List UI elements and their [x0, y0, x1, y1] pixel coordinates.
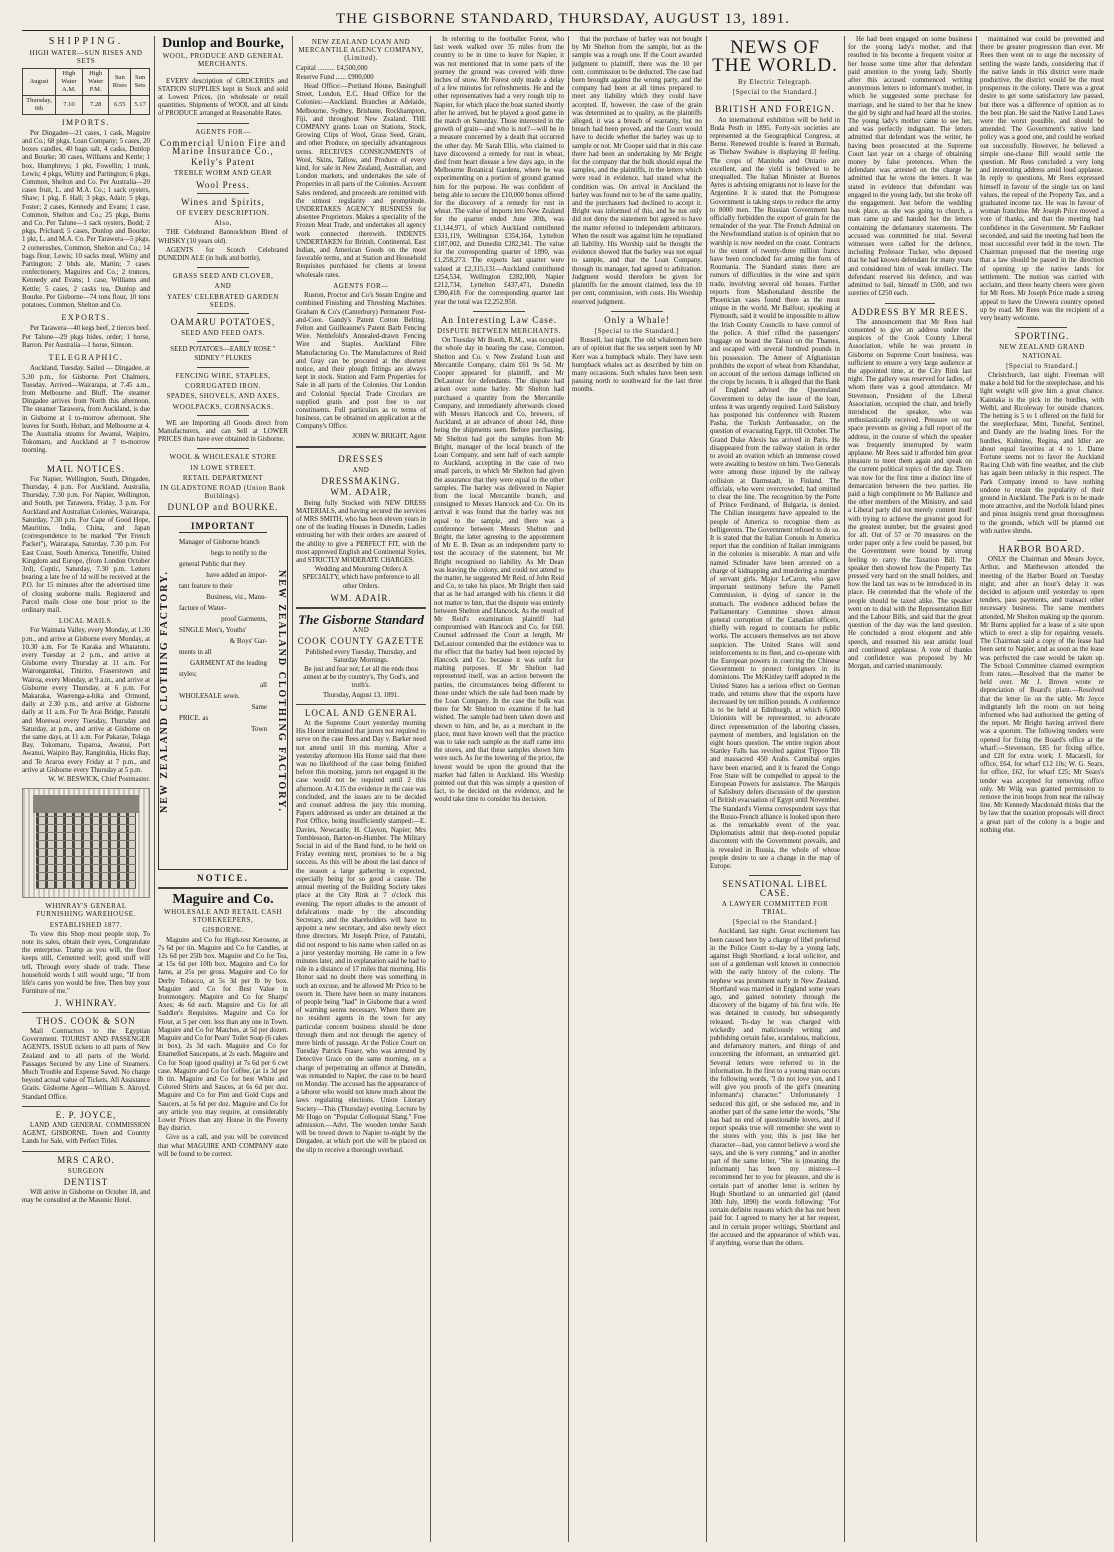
column-rule	[844, 36, 845, 1542]
divider	[749, 100, 801, 101]
tide-cell: 7.28	[82, 95, 109, 114]
divider	[1017, 327, 1067, 328]
divider	[473, 311, 525, 312]
column-sporting-harbor	[980, 36, 1104, 1542]
local-news-text: In referring to the footballer Forest, who last week walked over 35 miles from the country to be in time to leave for Napier, it was not mentioned that in some parts of the journey the ground was covered with three inches of snow. Mr Forest only made a delay of a few minutes for refreshments. He and the other representatives had a very rough trip to Napier, for which place the boat started shortly after he arrived, but he played a good game in the match on Saturday. Those interested in the growth of grain—and who is not?—will be in a measure concerned by a death that occurred the other day. Mr Sarah Ellis, who claimed to have discovered a remedy for rust in wheat, died from heart disease a few days ago, in the Melbourne Botanical Gardens, where he was experimenting on a portion of ground granted him for the purpose. He was confident of being able to secure the £10,000 bonus offered for the discovery of a remedy for rust in wheat. The value of imports into New Zealand for the quarter ended June 30th, was £1,144,971, of which Auckland contributed £331,119, Wellington £354,164, Lyttelton £187,002, and Dunedin £282,341. The value for the corresponding quarter of 1890, was £1,258,273. The exports last quarter were valued at £2,315,131—Auckland contributed £254,534, Wellington £282,000, Napier £212,734, Lyttelton £437,471, Dunedin £390,418. For the corresponding quarter last year the total was £2,252,958.	[434, 36, 564, 306]
mail-heading: MAIL NOTICES.	[46, 463, 126, 474]
divider	[197, 415, 249, 416]
factory-line: all	[260, 680, 267, 689]
caro-text: Will arrive in Gisborne on October 18, and may be consulted at the Masonic Hotel.	[22, 1189, 150, 1205]
columns	[22, 36, 1104, 1542]
factory-line: ments in all	[179, 647, 212, 656]
dunlop-signoff: DUNLOP and BOURKE.	[167, 502, 279, 513]
adair-text: Being fully Stocked with NEW DRESS MATERIALS, and having secured the services of MRS SMITH, who has been eleven years in one of the leading Houses in Dunedin, Ladies entrusting her with their orders are assured of the ability to give a PERFECT FIT, with the most approved English and Continental Styles, and STRICTLY MODERATE CHARGES.	[296, 499, 426, 564]
factory-body	[179, 521, 267, 865]
divider	[197, 341, 249, 342]
agents-for-heading: AGENTS FOR—	[333, 281, 389, 290]
libel-heading: SENSATIONAL LIBEL CASE.	[722, 879, 828, 898]
paper-publication: Published every Tuesday, Thursday, and Saturday Mornings.	[305, 648, 417, 664]
warehouse-engraving	[22, 788, 150, 898]
whinray-verse: To view this Shop most people stop, To note its sales, obtain their eyes, Congratulate the enterprise. Tramp as you will, the floor keeps still, Cemented well; good stuff will tell, Through every shade of trade. These household words I still would urge, "If from life's cares you would be free, Then buy your Furniture of me."	[22, 930, 150, 996]
notice-heading: NOTICE.	[197, 872, 249, 883]
shipping-heading: SHIPPING.	[48, 36, 124, 47]
local-mails-text: For Waimata Valley, every Monday, at 1.30 p.m., and arrive at Gisborne every Monday, at 10.30 a.m. For Te Karaka and Whatatutu, every Tuesday at 2 p.m., and arrive at Gisborne every Thursday at 11 a.m. For Wairongamkai, Tinirito, Fraserstown and Wairoa, every Monday, at 9 a.m., and arrive at Gisborne every Thursday, at 6 p.m. For Makaraka, Waerenga-a-hika and Ormond, daily at 2.30 p.m., and arrive at Gisborne daily at 11 a.m. For Te Arai Bridge, Patutahi and Morewai every Tuesday, Thursday and Saturday, at p.m., and arrive at Gisborne on the same days, at 11 a.m. For Pakarae, Tolaga Bay, Tokomaru, Tuparoa, Awanui, Port Awanui, Waipiro Bay, Rangitukia, Hicks Bay, and Te Araroa every Friday at 7 p.m., and arrive at Gisborne every Thursday at 5 p.m.	[22, 627, 150, 774]
whinray-name: J. WHINRAY.	[54, 998, 118, 1009]
tide-header-cell: Sun Sets	[131, 68, 150, 95]
factory-line: tant feature to their	[179, 581, 233, 590]
divider	[197, 367, 249, 368]
joyce-heading: E. P. JOYCE,	[55, 1109, 117, 1120]
mail-signoff: W. W. BESWICK, Chief Postmaster.	[48, 776, 150, 784]
importing-text: WE are Importing all Goods direct from Manufacturers, and can Sell at LOWER PRICES than have ever obtained in Gisborne.	[158, 419, 288, 444]
cook-heading: THOS. COOK & SON	[36, 1015, 136, 1026]
and-label: AND	[214, 282, 232, 291]
loan-heading: NEW ZEALAND LOAN AND MERCANTILE AGENCY COMPANY, (Limited).	[298, 38, 424, 63]
whinray-heading: WHINRAY'S GENERAL FURNISHING WAREHOUSE.	[36, 902, 136, 919]
news-byline: By Electric Telegraph.	[738, 78, 812, 86]
paper-subtitle: COOK COUNTY GAZETTE	[297, 636, 425, 647]
paper-motto: Be just and fear not; Let all the ends thou aimest at be thy country's, Thy God's, and truth's.	[303, 666, 419, 690]
maguire-heading: Maguire and Co.	[172, 891, 274, 907]
adair-signoff: WM. ADAIR.	[330, 592, 392, 603]
dunlop-heading: Dunlop and Bourke,	[162, 36, 284, 51]
maguire-place: GISBORNE.	[202, 926, 244, 935]
factory-line: WHOLESALE sewn.	[179, 691, 240, 700]
rees-text: The announcement that Mr Rees had consented to give an address under the auspices of the Cook County Liberal Association, while he was present in Gisborne on Supreme Court business, was sufficient to ensure a very large audience at the appointed time, at the City Rink last night. The gallery was reserved for ladies, of whom there was a good attendance. Mr Stevenson, President of the Liberal Association, occupied the chair, and briefly introduced the speaker, who was enthusiastically received. Pressure on our space prevents us giving a full report of the address, in the course of which the speaker was frequently interrupted by warm applause. Mr Rees said it afforded him great pleasure to meet them again and speak on the current political topics of the day. There was now for the first time a distinct line of demarcation between the two parties. He paid a high compliment to Mr Ballance and the other members of the Ministry, and said a Liberal party did not merely content itself with trying to achieve the greatest good for the greatest number, but the greatest good for all. Out of 57 or 70 measures on the order paper only a few could be passed, but the Government were bound by strong feeling to carry the Taxation Bill. The speaker then showed how the Property Tax pressed very hard on the small holders, and how the land tax was to be introduced in its place. He contended that the whole of the people should be taxed alike. The speaker went on to deal with the Representation Bill and the Labour Bills, and said that the great question of the day was the land question. He concluded a most eloquent and able speech, and resumed his seat amidst loud and continued applause. A vote of thanks and confidence was proposed by Mr Morgan, and carried unanimously.	[848, 318, 972, 671]
law-case-continued: that the purchase of barley was not bought by Mr Shelton from the sample, but as the sample was a rough one. If the Court awarded judgment to plaintiff, there was the 10 per cent. commission to be deducted. The case had been brought against the wrong party, and the company had been at all times prepared to meet any liability which they could have accepted. If, however, the case of the grain was determined as to quality, as the plaintiffs alleged, it was a breach of warranty, but no breach had been proved, and the Court would have to decide whether the barley was up to sample or not. Mr Cooper said that in this case there had been an undertaking by Mr Bright for the company that the bulk should equal the samples, and the plaintiffs, in the letters which were read in evidence, had stated what the condition was. On arrival in Auckland the barley was found not to be of the same quality, and the purchasers had declined to accept it. Bright was informed of this, and he not only did not deny the statement but agreed to have the matter referred to independent arbitrators. When the result was against him he repudiated all liability. His Worship said he thought the evidence showed that the barley was not equal to sample, and that the Loan Company, through its manager, had agreed to arbitration. Judgment would therefore be given for plaintiffs for the amount claimed, less the 10 per cent, commission, with costs. His Worship reserved judgment.	[572, 36, 702, 306]
factory-line: proof Garments,	[221, 614, 267, 623]
divider	[296, 607, 426, 611]
divider	[296, 446, 426, 450]
british-foreign-heading: BRITISH AND FOREIGN.	[715, 104, 835, 115]
seed-feed-oats: SEED AND FEED OATS.	[181, 329, 265, 338]
sporting-text: Christchurch, last night. Freeman will make a bold bid for the steeplechase, and his light weight will give him a great chance. Kaintaka is the pick in the hurdles, with Welbl, and Ricoleway for outside chances. The betting is 5 to 1 offered on the field for the steeplechase, Mint, Tuneful, Sentinel, and Dandy are the leading lines. For the hurdles, Kulmine, Regina, and Idler are about equal favorites at 4 to 1. Dame Fortune seems not to favor the Auckland Racing Club with fine weather, and the club has again been unlucky in this respect. The Park Company intend to have nothing undone to retain the popularity of their ground in Auckland. The Park is to be made more attractive, and the Norfolk Island pines and pinus insignis trend great thoroughness to the grounds, which will be planted out with native shrubs.	[980, 371, 1104, 535]
law-case-text: On Tuesday Mr Booth, R.M., was occupied the whole day in hearing the case, Common, Shelton and Co. v. New Zealand Loan and Mercantile Company, claim £61 9s 5d. Mr Cooper appeared for plaintiff, and Mr DeLautour for defendants. The dispute had arisen over some barley. Mr Shelton had purchased a quantity from the Mercantile Company, and immediately afterwards closed with Messrs Hancock and Co, brewers, of Auckland, at an advance of about 14d, three being the shipments seen. Before purchasing, Mr Shelton had got the samples from Mr Bright, manager of the local branch of the Loan Company, and sent half of each sample to Auckland, accepting in the case of two small parcels, in which Mr Shelton had given the assurance that they were equal to the other samples. The barley was delivered in Napier from the local Mercantile branch, and consigned to Messrs Hancock and Co. On its arrival it was found that the barley was not equal to the sample, and there was a conference between Messrs Shelton and Bright, the latter agreeing to the appointment of Mr E. B. Dean as an independent party to test the accuracy of the statement, but Mr Bright recognised no liability. As Mr Dean was leaving the colony, and could not attend to the matter, he suggested Mr Reid, of John Reid and Co, to take his place. Mr Bright then said that as he had arranged with his clients it did not matter to him, that the dispute was entirely between Shelton and Hancock. As the result of Mr Reid's examination plaintiff had compromised with Hancock and Co. for £60. Counsel addressed the Court at length, Mr DeLautour contended that the evidence was to the effect that the barley had been rejected by Hancock and Co. because it was unfit for malting purposes. If Mr Shelton had represented itself, was an action between the parties, the circumstances being different to those under which the sale had been made by the Loan Company. In the case the bulk was there for Mr Shelton to examine if he had wished. The sample had been taken down and shown to him, and he, as a merchant in the place, must have known well that the practice was to take each sample as the staff came into the stores, and that these samples shown him were such. As for the lowering of the price, the lowest would be upon the ground that the market had fallen in Auckland. His Worship pointed out that this was simply a question of fact, to be decided on the evidence, and he would take time to consider his decision.	[434, 337, 564, 804]
seed-potatoes: SEED POTATOES—EARLY ROSE " SIDNEY " FLUKES	[170, 346, 276, 362]
tide-heading: HIGH WATER—SUN RISES AND SETS	[29, 49, 143, 66]
factory-line: Business, viz., Manu-	[206, 592, 267, 601]
tide-header-cell: Sun Rises	[109, 68, 131, 95]
loan-signoff: JOHN W. BRIGHT, Agent	[352, 432, 426, 440]
law-case-heading: An Interesting Law Case.	[441, 314, 557, 325]
agents-for-heading: AGENTS FOR—	[195, 127, 251, 136]
treble-worm: TREBLE WORM AND GEAR	[174, 169, 272, 178]
commercial-union: Commercial Union Fire and Marine Insurance Co.,	[159, 137, 287, 157]
exports-heading: EXPORTS.	[61, 313, 111, 323]
yates-seeds: YATES' CELEBRATED GARDEN SEEDS.	[167, 292, 279, 309]
kellys-patent: Kelly's Patent	[191, 157, 255, 168]
rees-continued: maintained war could be prevented and there be greater progression than ever. Mr Rees then went on to urge the necessity of settling the waste lands, considering that if the native lands in this district were made productive, the district would be the most prosperous in the colony. There was a great desire to get some satisfactory law passed, but there was a difference of opinion as to the best plan. He said the Native Land Laws were the worst possible, and should be amended. The Government's native land policy was a good one, and could be worked out successfully. However, he believed a simple one-clause Bill would settle the question. Mr Rees concluded a very long and interesting address amid loud applause. In reply to questions, Mr Rees expressed himself in favour of the single tax on land values, the repeal of the Property Tax, and a graduated income tax. He was in favour of woman franchise. Mr Joseph Price moved a vote of thanks, and that the meeting had confidence in the Government. Mr Faulkner seconded, and said the meeting had been the most successful ever held in the town. The Chairman proposed that the meeting urge that a law should be passed in the direction of opening up the native lands for settlement. The motion was carried with acclaim, and three hearty cheers were given for Mr Rees. Mr Joseph Price made a strong appeal to have the Urewera country opened up by road. Mr Rees was the recipient of a very hearty welcome.	[980, 36, 1104, 322]
engraving-facade	[36, 813, 137, 889]
woolpacks: WOOLPACKS, CORNSACKS.	[172, 402, 274, 411]
divider	[197, 313, 249, 314]
factory-line: facture of Water-	[179, 603, 227, 612]
newspaper-page	[22, 8, 1104, 1542]
adair-mourning: Wedding and Mourning Orders A SPECIALTY, which have preference to all other Orders.	[302, 566, 420, 590]
cook-text: Mail Contractors to the Egyptian Government. TOURIST AND PASSENGER AGENTS, ISSUE tickets to all parts of New Zealand and to all parts of the World. Passages Secured by any Line of Steamers. Much Trouble and Expense Saved. No charge beyond actual value of Tickets. All Assistance Gratis. Gisborne Agent—William S. Akroyd, Standard Office.	[22, 1027, 150, 1101]
loan-reserve: Reserve Fund ...... £900,000	[296, 73, 374, 81]
divider	[22, 1151, 150, 1152]
agents-text: Ruston, Proctor and Co's Steam Engine and combined Finishing and Threshing Machines. Graham & Co's (Canterbury) Permanent Post-and-Core. Gandy's Patent Cotton Belting. Felton and Guilleaume's Patent Barb Fencing Wire. Nettlefold's Annealed-drawn Fencing Wire and Staples. Auckland Fibre Manufacturing Co. The Manufactures of Reid and Gray can be procured at the shortest notice, and their plough fittings are always kept in stock. Station and Farm Properties for Sale in all parts of the Colonies. Our London and Colonial Special Trade Circulars are supplied gratis and post free to our constituents. Full particulars as to terms of business, can be obtained on application at the Company's Office.	[296, 292, 426, 431]
telegraphic-heading: TELEGRAPHIC.	[48, 353, 124, 363]
column-local-news	[434, 36, 564, 1542]
column-rule	[706, 36, 707, 1542]
and-label: AND	[352, 465, 370, 474]
also-label: Also,	[214, 219, 232, 228]
divider	[22, 1012, 150, 1013]
agents-eden-text: AGENTS for Scotch Celebrated DUNEDIN ALE (in bulk and bottle),	[158, 246, 288, 263]
caro-heading: MRS CARO.	[57, 1154, 115, 1165]
factory-line: Same	[251, 702, 267, 711]
local-mails-heading: LOCAL MAILS.	[58, 617, 114, 626]
whale-special: [Special to the Standard.]	[594, 326, 680, 335]
factory-line: Town	[251, 724, 267, 733]
fencing-wire: FENCING WIRE, STAPLES,	[175, 371, 271, 380]
wines-heading: Wines and Spirits,	[181, 196, 265, 207]
column-rule	[976, 36, 977, 1542]
lowe-street: IN LOWE STREET.	[190, 463, 256, 472]
tide-cell: 6.55	[109, 95, 131, 114]
sporting-special: [Special to Standard.]	[1006, 361, 1078, 370]
factory-line: GARMENT AT the leading	[190, 658, 267, 667]
libel-subheading: A LAWYER COMMITTED FOR TRIAL.	[721, 899, 829, 916]
wool-press: Wool Press.	[196, 179, 250, 190]
column-advertisements	[158, 36, 288, 1542]
british-foreign-text: An international exhibition will be held in Buda Pesth in 1895. Forty-six societies are represented at the Geographical Congress, at Berne. Renewed trouble is feared in Burmah, as Thebaw Swabaw is displaying ill feeling. The crops of Manitoba and Ontario are excellent, and the yield is believed to be unequalled. The Italian Minister at Buenos Ayres is advising emigrants not to leave for the Argentine. It is stated that the Portuguese Government is taking steps to reduce the army to 8000 men. The Russian Government has officially forbidden the export of grain for the remainder of the year. The French Admiral on the Newfoundland station is of opinion that no warship is now needed on the coast. Contracts to the extent of twenty-three million francs have been concluded for arming the forts of Roumania. The Standard states there are rumors of difficulties in the wine and spirit trade, involving several old houses. Further reports from Mashonaland describe the Phoenician vases found there as the most unique in the world. Mr Balfour, speaking at Plymouth, said it would be impossible to allow the Irish County Councils to have control of the police. A thief rifled the passengers' luggage on board the Taiuui on the Thames, and escaped with several hundred pounds in his possession. The Ameer of Afghanistan prohibits the export of wheat from Khandahar, on account of the serious damage inflicted on the crops by locusts. It is alleged that the Bank of England advised the Queensland Government to delay the issue of the loan, unless it was urgently required. Lord Salisbury has postponed his conference with Rustem Pasha, the Turkish Ambassador, on the question of evacuating Egypt, till October. The Grand Duke Alexis has arrived in Paris. He disappeared from the railway station in order to avoid an ovation which an immense crowd were awaiting to bestow on him. Two Generals were among those injured by the railway collision at Darmstadt, in Finland. The officials, who were overcrowded, had omitted to clear the line. The recognition by the Porte of Prince Ferdinand, of Bulgaria, is denied. The Chilian insurgents have appealed to the people of America to recognise them as belligerents. The Government refused to do so. It is stated that the Italian Consuls in America report that the condition of Italian immigrants in the colonies is miserable. A man and wife named Schnader have been arrested on a charge of kidnapping and murdering a number of servant girls. Major LeCaron, who gave important testimony before the Parnell Commission, is dying of cancer in the stomach. The evidence adduced before the Parliamentary Committee shows almost general corruption of the Canadian officers, chiefly with regard to contracts for public works. The accusers themselves are not above suspicion. The United States will send reinforcements to its fleet, and co-operate with the European powers in coercing the Chinese Government to protect foreigners in its dominions. The McKinley tariff adopted in the United States has a serious effect on German trade, and returns show that the exports have decreased by ten million pounds. A conference is to be held at Edinburgh, at which 6,000 Unionists will be represented, to advocate direct representation of the laboring classes, payment of members, and legislation on the eight hours question. The entire region about Stanley Falls has revolted against Tippoo Tib and massacred 450 Arabs. Cannibal orgies have been enacted, and it is feared the Congo Free State will be compelled to appeal to the European Powers for assistance. The Marquis of Salisbury defers discussion of the question of British evacuation of Egypt until November. The Standard's Vienna correspondent says that the Russo-French alliance is looked upon there as the remarkable event of the year. Diplomatists admit that deep-rooted popular discontent with the Government prevails, and is revealed in Russia, the whole of whose people desire to see a change in the map of Europe.	[710, 116, 840, 871]
divider	[197, 193, 249, 194]
tide-header-cell: High Water A.M.	[55, 68, 82, 95]
engraving-roof	[33, 795, 139, 813]
grass-seed: GRASS SEED AND CLOVER,	[172, 272, 274, 281]
tide-header-row	[23, 68, 150, 95]
joyce-text: LAND AND GENERAL COMMISSION AGENT, GISBORNE. Town and Country Lands for Sale, with Perfect Titles.	[22, 1121, 150, 1146]
divider	[296, 704, 426, 705]
maguire-text: Maguire and Co for High-test Kerosene, at 7s 6d per tin. Maguire and Co for Candles, at 12s 6d per 25lb box. Maguire and Co for Tea, at 15s 6d per 10lb box. Maguire and Co for Jams, at 25s per gross. Maguire and Co for Derby Tobacco, at 5s 3d per lb by box. Maguire and Co for Best Value in Ironmongery. Maguire and Co for Sharps' Axes; 4s 6d each. Maguire and Co for all Saddler's Requisites. Maguire and Co for Flour, at 5 per cent. less than any one in Town. Maguire and Co for Matches, at 5d per dozen. Maguire and Co for Pears' Toilet Soap (6 cakes in box), 2s 3d each. Maguire and Co for Enamelled Saucepans, at 2s each. Maguire and Co for Soap (good quality) at 7s 6d per 6 cwt case. Maguire and Co for Coffee, (at 1s 3d per lb tin. Maguire and Co for best White and Colored Shirts and Sauces, at 6s 6d per doz. Maguire and Co for Pint and Gold Cups and Saucers, at 5s 6d per doz. Maguire and Co for any article you may require, at considerably Lower Prices than any House in the Poverty Bay district.	[158, 936, 288, 1133]
tide-header-cell: August	[23, 68, 56, 95]
factory-left-banner: NEW ZEALAND CLOTHING FACTORY.	[159, 570, 170, 813]
corrugated-iron: CORRUGATED IRON.	[185, 382, 261, 391]
column-rule	[568, 36, 569, 1542]
maguire-subheading: WHOLESALE AND RETAIL CASH STOREKEEPERS,	[163, 907, 283, 925]
imports-text: Per Dingadee—21 cases, 1 cask, Maguire and Co.; 68 pkgs, Loan Company; 5 cases, 20 boxes candles, 40 bags salt, 4 casks, Dunlop and Bourke; 30 cases, Williams and Kettle; 1 box, Humphreys; 1 pkt, Fowellin; 1 trunk, Lewis; 4 pkgs, Whitty and Partington; 6 pkgs, Common, Shelton and Co. Per Australia—20 cases fruit, L. and M.A. Co.; 1 sack oysters, Shaw; 1 pkg, F. Hall; 3 pkgs, Adair; 5 pkgs, Foster; 2 cases, Kennedy and Evans; 1 case, Common, Shelton and Co.; 25 pkgs, Burns and Co. Per Talune—1 sack oysters, Bodd; 2 pkgs, Prichard; 5 cases, Dunlop and Bourke; 1 pkt, L. and M.A. Co. Per Tarawera—5 pkgs, 2 cornerushes, Common, Shelton and Co.; 14 bags flour, Lewis; 10 sacks meal, Whitty and Partington; 2 bhds ale, Martin; 7 cases confectionery, Maguires and Co.; 2 trunces, Kennedy and Evans; 1 case, Williams and Kettle; 5 cases, 2 casks tea, Dunlop and Bourke. Per Gisborne—74 tons flour, 10 tons potatoes, Common, Shelton and Co.	[22, 129, 150, 310]
dresses-heading: DRESSES	[338, 453, 384, 464]
factory-lines	[179, 537, 267, 735]
factory-line: & Boys' Gar-	[229, 636, 267, 645]
column-news-world	[710, 36, 840, 1542]
tide-row	[23, 95, 150, 114]
sporting-heading: SPORTING.	[1014, 331, 1070, 342]
factory-line: begs to notify to the	[211, 548, 267, 557]
libel-continued: He had been engaged on some business for the young lady's mother, and that resulted in his become a frequent visitor at her house some time after that defendant paid attention to the young lady. Shortly after this accused commenced writing anonymous letters to informant's mother, in which he suggested some purchase for marriage, and he stated to her that he knew the girl by sight and had heard all the stories. The young lady's mother came to see her, and was perfectly indignant. The letters admitted that defendant was the writer, he having been prosecuted at the Supreme Court last year on a charge of obtaining money by false pretences. When the defendant was arrested on the charge he admitted that he wrote the letters. It was stated in evidence that defendant was engaged to the young lady, but she broke off the engagement. Just before the wedding took place, as she was going to church, a man came up and handed her the letters containing the defamatory statements. The accused was committed for trial. Several witnesses were called for the defence, including Professor Tucker, who deposed that he had known defendant for many years and considered him of weak intellect. The defendant reserved his defence, and was admitted to bail, himself in £500, and two sureties of £250 each.	[848, 36, 972, 298]
exports-text: Per Tarawera—40 kegs beef, 2 tierces beef. Per Talune—29 pkgs hides, order; 1 horse, Barron. Per Australia—1 horse, Simson.	[22, 325, 150, 349]
column-libel-rees	[848, 36, 972, 1542]
libel-special: [Special to the Standard.]	[732, 918, 818, 927]
spades-shovels: SPADES, SHOVELS, AND AXES,	[166, 392, 280, 401]
column-rule	[430, 36, 431, 1542]
factory-right-banner: NEW ZEALAND CLOTHING FACTORY.	[276, 570, 287, 813]
dunlop-subheading: WOOL, PRODUCE AND GENERAL MERCHANTS.	[162, 52, 284, 69]
divider	[1017, 540, 1067, 541]
factory-line: SINGLE Men's, Youths'	[179, 625, 247, 634]
column-rule	[292, 36, 293, 1542]
whale-text: Russell, last night. The old whalermen here are of opinion that the sea serpent seen by Mr Kerr was a humpback whale. They have seen humpback whales act as described by him on many occasions. Such whales have been seen passing north to southward for the last three months.	[572, 337, 702, 394]
divider	[22, 1106, 150, 1107]
divider	[749, 875, 801, 876]
paper-date: Thursday, August 13, 1891.	[322, 691, 400, 699]
caro-surgeon: SURGEON	[67, 1166, 105, 1175]
rees-heading: ADDRESS BY MR REES.	[851, 306, 969, 317]
whinray-established: ESTABLISHED 1877.	[49, 920, 123, 929]
news-special: [Special to the Standard.]	[732, 88, 818, 97]
loan-text: Head Office:—Portland House, Basinghall Street, London, E.C. Head Office for the Colonies:—Auckland. Branches at Adelaide, Melbourne, Sydney, Brisbane, Rockhampton, Fiji, and throughout New Zealand. THE COMPANY grants Loan on Stations, Stock, Growing Clips of Wool, Grass Seed, Grain, and other Produce, on specially advantageous terms. RECEIVES CONSIGNMENTS of Wool, Skins, Tallow, and Produce of every kind, for sale in New Zealand, Australian, and London markets, and undertakes the sale of Properties in all parts of the Colonies. Account Sales rendered, and proceeds are remitted with the utmost regularity and promptitude. UNDERTAKES AGENCY BUSINESS for absentee Proprietors. Makes a speciality of the Frozen Meat Trade, and undertakes all agency work connected therewith. INDENTS UNDERTAKEN for British, Continental, East Indian, and American Goods on the most favorable terms, and at Station and Household Requisites purchased for clients at lowest wholesale rates.	[296, 83, 426, 279]
tide-table	[22, 68, 150, 115]
dressmaking-heading: DRESSMAKING.	[321, 476, 401, 487]
local-general-heading: LOCAL AND GENERAL	[304, 707, 418, 718]
news-world-heading: NEWS OF THE WORLD.	[712, 37, 838, 76]
gladstone-road: IN GLADSTONE ROAD (Union Bank Buildings).	[160, 483, 286, 501]
column-shipping	[22, 36, 150, 1542]
retail-department: RETAIL DEPARTMENT	[182, 473, 264, 482]
divider	[611, 311, 663, 312]
harbor-heading: HARBOR BOARD.	[998, 543, 1086, 554]
clothing-factory-ad	[158, 516, 288, 870]
divider	[197, 448, 249, 449]
factory-line: PRICE. as	[179, 713, 209, 722]
mail-text: For Napier, Wellington, South, Dingadee, Thursday, 4 p.m. For Auckland, Australia, Thursday, 7.30 p.m. For Napier, Wellington, and South, per Tarawera, Friday, 3 p.m. For Auckland and Australian Colonies, Wairarapa, Saturday, 7.30 p.m. For Cape of Good Hope, Mauritius, India, China, and Japan (correspondence to be marked "Per French Packet"), Wairarapa, Saturday, 7.30 p.m. For East Coast, South America, Teneriffe, United Kingdom and Europe, (from London October 3rd), Coptic, Saturday, 7.30 p.m. Letters bearing a late fee of 1d will be received at the P.O. for 15 minutes after the advertised time of closing seaborne mails. Registered and Parcel mails close one hour prior to the ordinary mail.	[22, 475, 150, 614]
dunlop-text: EVERY description of GROCERIES and STATION SUPPLIES kept in Stock and sold at Lowest Prices, (in wholesale or retail quantities. Shipments of WOOL and all kinds of PRODUCE arranged at Reasonable Rates.	[158, 77, 288, 118]
paper-and: AND	[352, 626, 370, 635]
divider	[60, 460, 111, 461]
column-loan-company	[296, 36, 426, 1542]
paper-title: The Gisborne Standard	[298, 612, 424, 627]
imports-heading: IMPORTS.	[61, 117, 111, 127]
maguire-signoff: Give us a call, and you will be convinced that what MAGUIRE AND COMPANY state will be found to be correct.	[158, 1134, 288, 1158]
loan-capital: Capital .......... £4,500,000	[296, 64, 368, 72]
tide-header-cell: High Water P.M.	[82, 68, 109, 95]
law-case-subheading: DISPUTE BETWEEN MERCHANTS.	[437, 326, 561, 335]
factory-line: general Public that they	[179, 559, 246, 568]
column-law-case	[572, 36, 702, 1542]
tide-cell: 5.17	[131, 95, 150, 114]
divider	[197, 73, 249, 74]
whale-heading: Only a Whale!	[604, 314, 670, 325]
masthead: THE GISBORNE STANDARD, THURSDAY, AUGUST 13, 1891.	[22, 8, 1104, 31]
libel-text: Auckland, last night. Great excitement has been caused here by a charge of libel preferred in the Police Court to-day by a young lady, against Hugh Shortland, a local solicitor, and son of a gentleman well known in connection with the early history of the colony. The nephew was prominent early in New Zealand. Shortland was married in England some years ago, and gained notoriety through the discovery of the bigamy of his first wife. He was detained in custody, but subsequently released. To-day he was charged with wickedly and maliciously writing and publishing certain false, scandalous, malicious, and defamatory matters, and things of and concerning the informant, an unmarried girl. Several letters were referred to in the information. In the first to a young man occurs the following words, "I do not love yon, and I will give you proofs of the girl's (meaning informant's) character." Unfortunately I seduced this girl, or she seduced me, and in another part of the same letter the words, "She has had no end of questionable lovers, and if report speaks true will remember she went to the stores with you; this is just like her character—had, you cannot believe a word she says, and she is very cunning," and in another part of the same letter, "She is (meaning the informant) has been my mistress—I recommend her to you for pleasure, and she is certain part of another letter is written by Hugh Shortland to an unmarried girl (dated 30th July, 1890) the words following: "For certain definite reasons which she has not been paid for. I agreed to marry her at her request, and in certain proper writings, Shortland and the accused and the appearance of which was, if anything, worse than the others.	[710, 928, 840, 1248]
divider	[197, 267, 249, 268]
divider	[197, 123, 249, 124]
factory-line: Manager of Gisborne branch	[179, 537, 260, 546]
sporting-subheading: NEW ZEALAND GRAND NATIONAL	[999, 343, 1085, 360]
divider	[158, 887, 288, 891]
local-general-text: At the Supreme Court yesterday morning His Honor intimated that jurors not required to serve on the case Rees and Day v. Barker need not attend until 10 this morning. After a yesterday afternoon His Honor said that there was no likelihood of the case being finished before this morning, jurors not engaged in the case would not be required until 2 this afternoon. At 4.15 the evidence in the case was concluded, and the issues are to be decided and counsel address the jury this morning. Papers addressed as under are detained at the Post Office, being insufficiently stamped:—E. Davies, Newcastle; H. Clayton, Napier; Mrs Tomblesson, Barton-on-Humber. The Military Social in aid of the Band fund, to be held on Friday evening next, promises to be a big success. As this will be about the last dance of the season a large gathering is expected, especially being for so good a cause. The annual meeting of the Building Society takes place at the City Rink at 7 o'clock this evening. The report alludes to the amount of defalcations made by the absconding Secretary, and the shareholders will have to appoint a new secretary, and also newly elect three directors. Mr Joseph Price, of Patutahi, did not respond to his name when called on as a juror yesterday morning. He came in a few minutes later, and in explanation said he had to ride in a distance of 17 miles that morning. His Honor said no doubt there was something in such an excuse, and he allowed Mr Price to be sworn in. There have been so many instances of people being "had" in Gisborne that a word of warning seems necessary. Where there are no resident agents in the town for any particular concern business should be done through them and not through the agency of mere birds of passage. At the Police Court on Tuesday Patrick Fraser, who was arrested by Detective Grace on the same morning, on a charge of perpetrating an offence at Dunedin, was remanded to Napier, the case to be heard on Monday. The accused has the appearance of a laborer who would not know much about the laws regulating elections. Union Literary Society—This (Thursday) evening. Lecture by Mr Hugo on "Popular Colloquial Slang." Free admission.—Advt. The wooden tender Sarah will be towed down to Napier to-night by the Dingadee, at which port she will be placed on the slip to receive a thorough overhaul.	[296, 720, 426, 1154]
harbor-text: ONLY the Chairman and Messrs Joyce, Arthur, and Matthewson attended the meeting of the Harbor Board on Tuesday night, and after an hour's delay it was decided to adjourn until yesterday to open tenders, pass payments, and transact other necessary business. The same members attended, Mr Shelton making up the quorum. Mr Burns applied for a lease of a site upon which to erect a slip for repairing vessels. The Chairman said a copy of the lease had been sent to Napier, and as soon as the lease was perfected the case would be taken up. The School Committee claimed exemption from rates.—Resolved that the matter be held over. Mr J. Brown wrote re depreciation of Board's plant.—Resolved that the letter lie on the table. Mr Joyce indignantly left the room on not being informed who had authorised the getting of the report. Mr Bright having arrived there was a quorum. The following tenders were opened for fixing the Board's office at the wharf:—Stevenson, £85 for fixing office, and £20 for extra work; J. Macarell, for office, £64, for wharf £12 10s; W. G. Sears, for office, £62, for wharf £25; Mr Sears's tender was accepted for removing office only. Mr Wilg was granted permission to remove the iron hoops from near the railway line. Mr Kennedy Macdonald thinks that the by law that the taxation proposals will direct a great part of the colony is a bogie and nothing else.	[980, 556, 1104, 834]
wool-store: WOOL & WHOLESALE STORE	[169, 453, 277, 462]
oamaru-potatoes: OAMARU POTATOES,	[170, 317, 276, 328]
whisky-text: THE Celebrated Bannockburn Blend of WHISKY (10 years old).	[158, 229, 288, 245]
telegraphic-text: Auckland, Tuesday. Sailed — Dingadee, at 5.30 p.m., for Gisborne. Port Chalmers, Tuesday. Arrived—Wairarapa, at 7.45 a.m., from Melbourne and Bluff. The steamer Dingadee arrives from North this afternoon. The steamer Tarawera, from Auckland, is due in Gisborne at 1 to-morrow afternoon. She leaves for South, Hobart, and Melbourne at 4. The Australia steams for Awanui, Waipiro, Tokomaru, and Auckland at 7 to-morrow morning.	[22, 365, 150, 455]
column-rule	[154, 36, 155, 1542]
wines-subheading: OF EVERY DESCRIPTION.	[176, 209, 270, 218]
caro-dentist: DENTIST	[63, 1176, 109, 1187]
adair-heading: WM. ADAIR,	[330, 487, 392, 498]
divider	[885, 303, 935, 304]
factory-line: styles;	[179, 669, 197, 678]
tide-cell: 7.10	[55, 95, 82, 114]
important-heading: IMPORTANT	[179, 521, 267, 533]
tide-cell: Thursday, 6th	[23, 95, 56, 114]
factory-line: have added an impor-	[206, 570, 267, 579]
